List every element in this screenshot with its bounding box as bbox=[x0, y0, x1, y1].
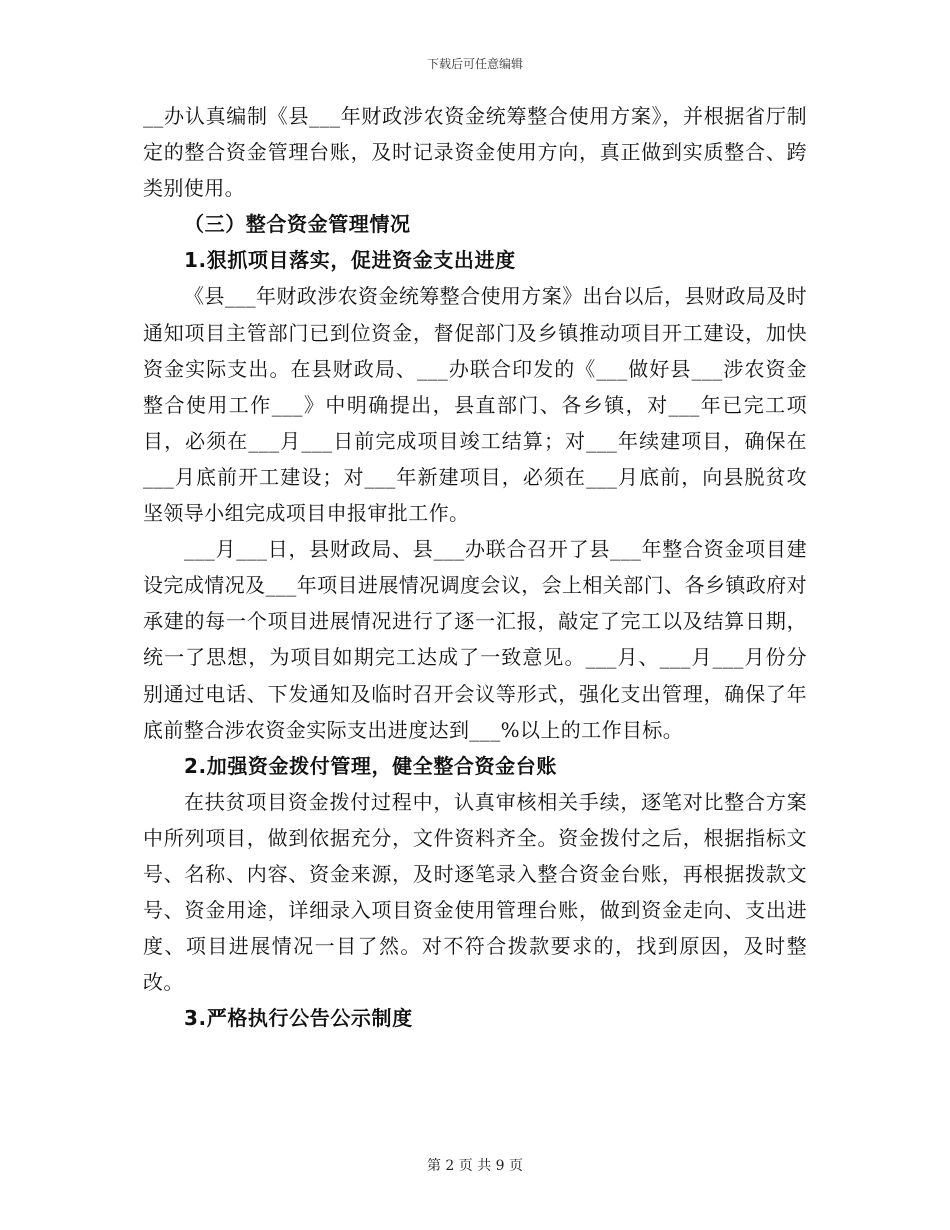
paragraph-scheduling-meeting: ___月___日，县财政局、县___办联合召开了县___年整合资金项目建设完成情况及___年项目进展情况调度会议，会上相关部门、各乡镇政府对承建的每一个项目进展情况进行了逐一汇报，敲定了完工以及结算日期，统一了思想，为项目如期完工达成了一致意见。___月、___月___月份分别通过电话、下发通知及临时召开会议等形式，强化支出管理，确保了年底前整合涉农资金实际支出进度达到___%以上的工作目标。 bbox=[143, 537, 807, 742]
subheading-fund-disbursement: 2.加强资金拨付管理，健全整合资金台账 bbox=[184, 753, 557, 778]
subheading-public-notice: 3.严格执行公告公示制度 bbox=[184, 1006, 413, 1031]
page-number: 第 2 页 共 9 页 bbox=[426, 1158, 524, 1174]
paragraph-disbursement-ledger: 在扶贫项目资金拨付过程中，认真审核相关手续，逐笔对比整合方案中所列项目，做到依据充分，文件资料齐全。资金拨付之后，根据指标文号、名称、内容、资金来源，及时逐笔录入整合资金台账，再根据拨款文号、资金用途，详细录入项目资金使用管理台账，做到资金走向、支出进度、项目进展情况一目了然。对不符合拨款要求的，找到原因，及时整改。 bbox=[143, 789, 807, 995]
section-heading-fund-management: （三）整合资金管理情况 bbox=[184, 212, 411, 237]
document-body bbox=[143, 98, 807, 1036]
subheading-project-implementation: 1.狠抓项目落实，促进资金支出进度 bbox=[184, 248, 516, 273]
paragraph-plan-compilation: __办认真编制《县___年财政涉农资金统筹整合使用方案》，并根据省厅制定的整合资金管理台账，及时记录资金使用方向，真正做到实质整合、跨类别使用。 bbox=[143, 104, 807, 201]
paragraph-project-progress: 《县___年财政涉农资金统筹整合使用方案》出台以后，县财政局及时通知项目主管部门已到位资金，督促部门及乡镇推动项目开工建设，加快资金实际支出。在县财政局、___办联合印发的《___做好县___涉农资金整合使用工作___》中明确提出，县直部门、各乡镇，对___年已完工项目，必须在___月___日前完成项目竣工结算；对___年续建项目，确保在___月底前开工建设；对___年新建项目，必须在___月底前，向县脱贫攻坚领导小组完成项目申报审批工作。 bbox=[143, 284, 807, 526]
page-header-note: 下载后可任意编辑 bbox=[426, 57, 523, 71]
